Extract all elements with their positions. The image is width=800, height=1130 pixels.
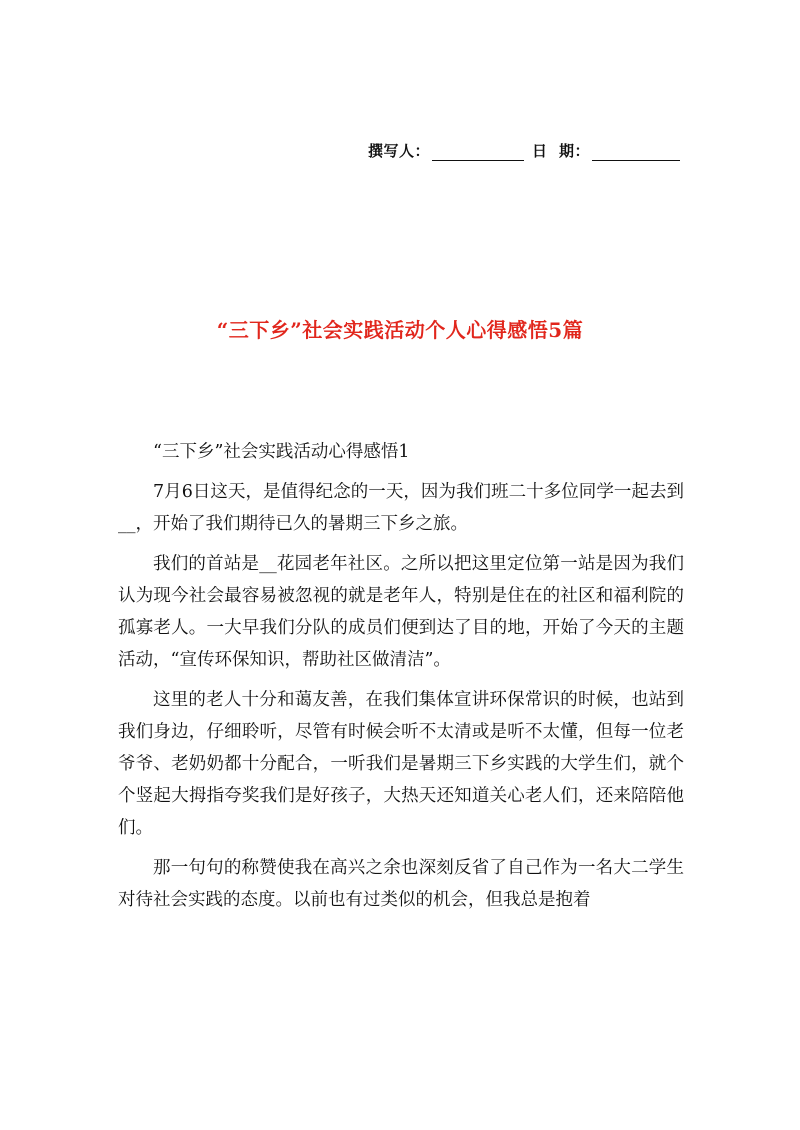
paragraph: 这里的老人十分和蔼友善，在我们集体宣讲环保常识的时候，也站到我们身边，仔细聆听，尽管有时候会听不太清或是听不太懂，但每一位老爷爷、老奶奶都十分配合，一听我们是暑期三下乡实践的大学生们，就个个竖起大拇指夸奖我们是好孩子，大热天还知道关心老人们，还来陪陪他们。 (118, 690, 684, 838)
date-blank (592, 145, 680, 161)
author-label: 撰写人： (368, 142, 431, 160)
author-date-line (368, 140, 680, 161)
paragraph: 那一句句的称赞使我在高兴之余也深刻反省了自己作为一名大二学生对待社会实践的态度。以前也有过类似的机会，但我总是抱着 (118, 858, 684, 910)
date-label: 日 期： (532, 142, 590, 160)
section-heading: “三下乡”社会实践活动心得感悟1 (153, 442, 410, 462)
paragraph: 我们的首站是__花园老年社区。之所以把这里定位第一站是因为我们认为现今社会最容易被忽视的就是老年人，特别是住在的社区和福利院的孤寡老人。一大早我们分队的成员们便到达了目的地，开始了今天的主题活动，“宣传环保知识，帮助社区做清洁”。 (118, 554, 684, 670)
document-body (118, 436, 684, 916)
document-title: “三下乡”社会实践活动个人心得感悟5篇 (216, 318, 584, 342)
paragraph: 7月6日这天，是值得纪念的一天，因为我们班二十多位同学一起去到__，开始了我们期待已久的暑期三下乡之旅。 (118, 482, 684, 534)
author-blank (432, 145, 524, 161)
